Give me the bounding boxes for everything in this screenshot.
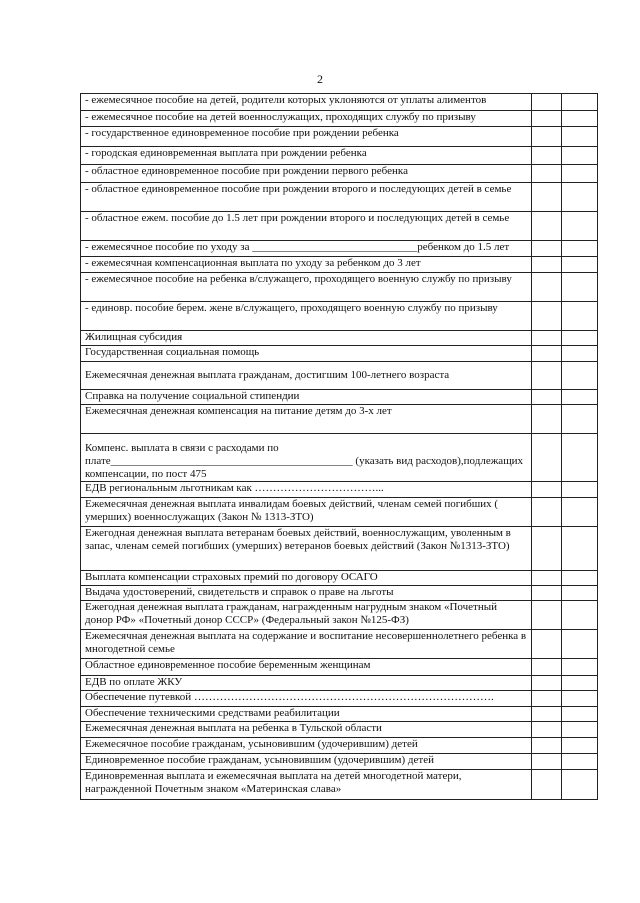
benefit-name-cell: - областное единовременное пособие при рождении первого ребенка [81, 165, 532, 183]
empty-cell [562, 770, 598, 800]
checkbox-cell[interactable] [532, 770, 562, 800]
empty-cell [562, 94, 598, 111]
checkbox-cell[interactable] [532, 273, 562, 302]
empty-cell [562, 147, 598, 165]
benefit-name-cell: - городская единовременная выплата при рождении ребенка [81, 147, 532, 165]
benefit-name-cell: - ежемесячное пособие по уходу за ______________________________ребенком до 1.5 лет [81, 241, 532, 257]
empty-cell [562, 165, 598, 183]
benefit-name-cell: Обеспечение техническими средствами реабилитации [81, 707, 532, 722]
table-row [81, 676, 598, 691]
empty-cell [562, 738, 598, 754]
benefit-name-cell: Ежемесячная денежная выплата на ребенка в Тульской области [81, 722, 532, 738]
table-row [81, 127, 598, 147]
checkbox-cell[interactable] [532, 390, 562, 405]
benefit-name-cell: - государственное единовременное пособие при рождении ребенка [81, 127, 532, 147]
checkbox-cell[interactable] [532, 630, 562, 659]
table-row [81, 659, 598, 676]
table-row [81, 586, 598, 601]
checkbox-cell[interactable] [532, 147, 562, 165]
empty-cell [562, 434, 598, 482]
checkbox-cell[interactable] [532, 212, 562, 241]
checkbox-cell[interactable] [532, 111, 562, 127]
benefit-name-cell: Ежегодная денежная выплата ветеранам боевых действий, военнослужащим, уволенным в запас, членам семей погибших (умерших) ветеранов боевых действий (Закон №1313-ЗТО) [81, 527, 532, 571]
benefit-name-cell: ЕДВ региональным льготникам как ……………………………... [81, 482, 532, 498]
table-row [81, 434, 598, 482]
checkbox-cell[interactable] [532, 257, 562, 273]
page-number: 2 [317, 72, 323, 86]
table-row [81, 183, 598, 212]
benefits-table-body [81, 94, 598, 800]
table-row [81, 241, 598, 257]
checkbox-cell[interactable] [532, 346, 562, 362]
benefit-name-cell: - ежемесячная компенсационная выплата по уходу за ребенком до 3 лет [81, 257, 532, 273]
empty-cell [562, 722, 598, 738]
benefit-name-cell: Ежемесячная денежная выплата инвалидам боевых действий, членам семей погибших ( умерших) военнослужащих (Закон № 1313-ЗТО) [81, 498, 532, 527]
empty-cell [562, 586, 598, 601]
benefit-name-cell: Жилищная субсидия [81, 331, 532, 346]
table-row [81, 738, 598, 754]
checkbox-cell[interactable] [532, 691, 562, 707]
benefit-name-cell: Государственная социальная помощь [81, 346, 532, 362]
table-row [81, 302, 598, 331]
table-row [81, 754, 598, 770]
empty-cell [562, 183, 598, 212]
table-row [81, 691, 598, 707]
checkbox-cell[interactable] [532, 127, 562, 147]
empty-cell [562, 302, 598, 331]
benefit-name-cell: Единовременная выплата и ежемесячная выплата на детей многодетной матери, награжденной Почетным знаком «Материнская слава» [81, 770, 532, 800]
table-row [81, 722, 598, 738]
benefit-name-cell: - областное единовременное пособие при рождении второго и последующих детей в семье [81, 183, 532, 212]
table-row [81, 94, 598, 111]
benefit-name-cell: Справка на получение социальной стипендии [81, 390, 532, 405]
checkbox-cell[interactable] [532, 405, 562, 434]
benefit-name-cell: - ежемесячное пособие на ребенка в/служащего, проходящего военную службу по призыву [81, 273, 532, 302]
benefit-name-cell: Ежемесячное пособие гражданам, усыновившим (удочерившим) детей [81, 738, 532, 754]
checkbox-cell[interactable] [532, 601, 562, 630]
checkbox-cell[interactable] [532, 676, 562, 691]
benefit-name-cell: Ежемесячная денежная выплата гражданам, достигшим 100-летнего возраста [81, 362, 532, 390]
table-row [81, 482, 598, 498]
checkbox-cell[interactable] [532, 434, 562, 482]
benefit-name-cell: Областное единовременное пособие беременным женщинам [81, 659, 532, 676]
table-row [81, 527, 598, 571]
empty-cell [562, 571, 598, 586]
table-row [81, 770, 598, 800]
benefit-name-cell: ЕДВ по оплате ЖКУ [81, 676, 532, 691]
empty-cell [562, 691, 598, 707]
benefit-name-cell: - ежемесячное пособие на детей, родители которых уклоняются от уплаты алиментов [81, 94, 532, 111]
empty-cell [562, 127, 598, 147]
table-row [81, 390, 598, 405]
checkbox-cell[interactable] [532, 302, 562, 331]
table-row [81, 601, 598, 630]
benefit-name-cell: Ежегодная денежная выплата гражданам, награжденным нагрудным знаком «Почетный донор РФ» «Почетный донор СССР» (Федеральный закон №125-ФЗ) [81, 601, 532, 630]
checkbox-cell[interactable] [532, 586, 562, 601]
empty-cell [562, 482, 598, 498]
table-row [81, 165, 598, 183]
table-row [81, 212, 598, 241]
empty-cell [562, 405, 598, 434]
benefits-table [80, 93, 598, 800]
checkbox-cell[interactable] [532, 362, 562, 390]
benefit-name-cell: - ежемесячное пособие на детей военнослужащих, проходящих службу по призыву [81, 111, 532, 127]
checkbox-cell[interactable] [532, 482, 562, 498]
empty-cell [562, 630, 598, 659]
benefit-name-cell: - областное ежем. пособие до 1.5 лет при рождении второго и последующих детей в семье [81, 212, 532, 241]
empty-cell [562, 527, 598, 571]
empty-cell [562, 754, 598, 770]
table-row [81, 707, 598, 722]
checkbox-cell[interactable] [532, 571, 562, 586]
checkbox-cell[interactable] [532, 707, 562, 722]
table-row [81, 273, 598, 302]
empty-cell [562, 212, 598, 241]
table-row [81, 630, 598, 659]
checkbox-cell[interactable] [532, 94, 562, 111]
checkbox-cell[interactable] [532, 331, 562, 346]
table-row [81, 147, 598, 165]
empty-cell [562, 707, 598, 722]
empty-cell [562, 241, 598, 257]
table-row [81, 362, 598, 390]
checkbox-cell[interactable] [532, 659, 562, 676]
benefit-name-cell: Выдача удостоверений, свидетельств и справок о праве на льготы [81, 586, 532, 601]
table-row [81, 498, 598, 527]
empty-cell [562, 498, 598, 527]
table-row [81, 111, 598, 127]
table-row [81, 331, 598, 346]
table-row [81, 571, 598, 586]
empty-cell [562, 346, 598, 362]
checkbox-cell[interactable] [532, 722, 562, 738]
checkbox-cell[interactable] [532, 498, 562, 527]
empty-cell [562, 257, 598, 273]
empty-cell [562, 273, 598, 302]
benefit-name-cell: Ежемесячная денежная компенсация на питание детям до 3-х лет [81, 405, 532, 434]
empty-cell [562, 601, 598, 630]
benefit-name-cell: Компенс. выплата в связи с расходами по плате____________________________________________ (указать вид расходов),подлежащих компенсации, по пост 475 [81, 434, 532, 482]
table-row [81, 257, 598, 273]
empty-cell [562, 331, 598, 346]
table-row [81, 405, 598, 434]
empty-cell [562, 659, 598, 676]
benefit-name-cell: - единовр. пособие берем. жене в/служащего, проходящего военную службу по призыву [81, 302, 532, 331]
benefit-name-cell: Выплата компенсации страховых премий по договору ОСАГО [81, 571, 532, 586]
checkbox-cell[interactable] [532, 165, 562, 183]
empty-cell [562, 676, 598, 691]
checkbox-cell[interactable] [532, 754, 562, 770]
benefit-name-cell: Ежемесячная денежная выплата на содержание и воспитание несовершеннолетнего ребенка в многодетной семье [81, 630, 532, 659]
table-row [81, 346, 598, 362]
empty-cell [562, 390, 598, 405]
benefit-name-cell: Обеспечение путевкой ………………………………………………………………………. [81, 691, 532, 707]
checkbox-cell[interactable] [532, 241, 562, 257]
checkbox-cell[interactable] [532, 738, 562, 754]
empty-cell [562, 362, 598, 390]
benefit-name-cell: Единовременное пособие гражданам, усыновившим (удочерившим) детей [81, 754, 532, 770]
empty-cell [562, 111, 598, 127]
checkbox-cell[interactable] [532, 527, 562, 571]
checkbox-cell[interactable] [532, 183, 562, 212]
